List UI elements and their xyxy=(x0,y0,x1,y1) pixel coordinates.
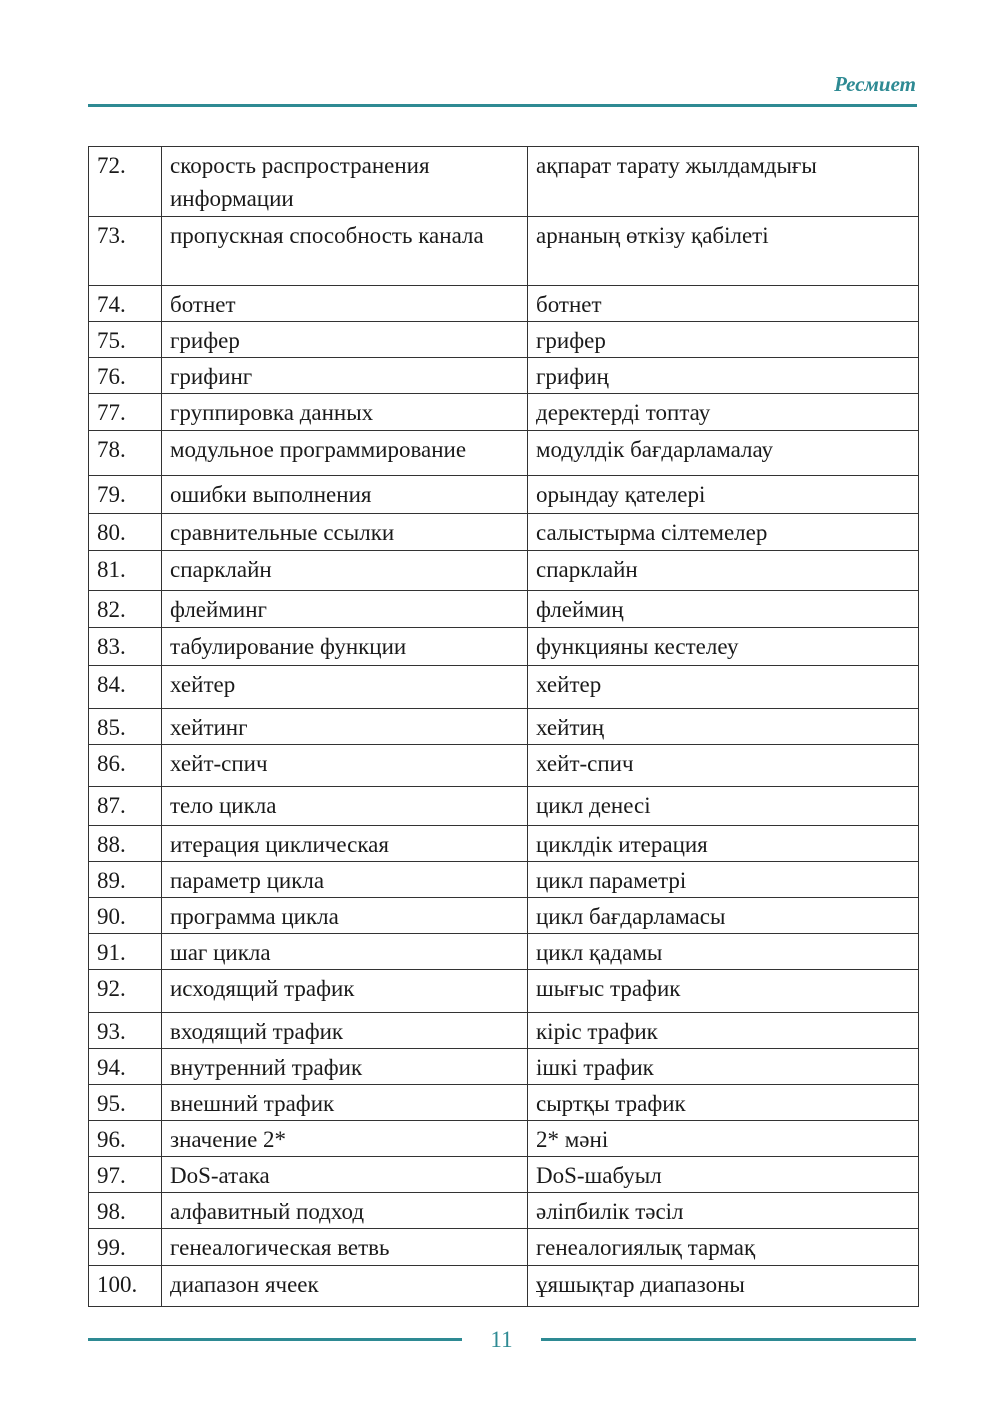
table-row xyxy=(89,628,919,666)
term-russian: итерация циклическая xyxy=(162,826,528,862)
table-row xyxy=(89,358,919,394)
table-row xyxy=(89,1049,919,1085)
term-russian: хейтер xyxy=(162,666,528,709)
term-number: 89. xyxy=(89,862,162,898)
table-row xyxy=(89,217,919,286)
term-kazakh: DoS-шабуыл xyxy=(528,1157,919,1193)
term-russian: входящий трафик xyxy=(162,1013,528,1049)
term-kazakh: циклдік итерация xyxy=(528,826,919,862)
table-row xyxy=(89,286,919,322)
term-number: 81. xyxy=(89,551,162,591)
table-row xyxy=(89,1229,919,1266)
term-number: 100. xyxy=(89,1266,162,1307)
term-kazakh: арнаның өткізу қабілеті xyxy=(528,217,919,286)
term-russian: группировка данных xyxy=(162,394,528,431)
term-number: 93. xyxy=(89,1013,162,1049)
term-number: 74. xyxy=(89,286,162,322)
term-number: 92. xyxy=(89,970,162,1013)
term-number: 99. xyxy=(89,1229,162,1266)
table-row xyxy=(89,826,919,862)
table-row xyxy=(89,1266,919,1307)
table-row xyxy=(89,1193,919,1229)
term-kazakh: цикл денесі xyxy=(528,787,919,826)
term-kazakh: шығыс трафик xyxy=(528,970,919,1013)
table-row xyxy=(89,970,919,1013)
term-russian: модульное программирование xyxy=(162,431,528,476)
term-kazakh: хейт-спич xyxy=(528,745,919,787)
term-number: 75. xyxy=(89,322,162,358)
table-row xyxy=(89,787,919,826)
term-russian: ошибки выполнения xyxy=(162,476,528,514)
term-russian: параметр цикла xyxy=(162,862,528,898)
table-row xyxy=(89,862,919,898)
table-row xyxy=(89,709,919,745)
term-russian: хейтинг xyxy=(162,709,528,745)
table-row xyxy=(89,745,919,787)
term-number: 80. xyxy=(89,514,162,551)
term-kazakh: кіріс трафик xyxy=(528,1013,919,1049)
term-kazakh: 2* мәні xyxy=(528,1121,919,1157)
term-russian: пропускная способность канала xyxy=(162,217,528,286)
term-russian: исходящий трафик xyxy=(162,970,528,1013)
term-number: 79. xyxy=(89,476,162,514)
term-kazakh: ұяшықтар диапазоны xyxy=(528,1266,919,1307)
term-russian: флейминг xyxy=(162,591,528,628)
term-number: 97. xyxy=(89,1157,162,1193)
table-row xyxy=(89,898,919,934)
term-number: 98. xyxy=(89,1193,162,1229)
term-kazakh: хейтиң xyxy=(528,709,919,745)
term-number: 76. xyxy=(89,358,162,394)
term-russian: диапазон ячеек xyxy=(162,1266,528,1307)
table-row xyxy=(89,147,919,217)
term-number: 88. xyxy=(89,826,162,862)
term-number: 85. xyxy=(89,709,162,745)
term-kazakh: спарклайн xyxy=(528,551,919,591)
footer-rule-right xyxy=(541,1338,916,1341)
term-russian: внешний трафик xyxy=(162,1085,528,1121)
term-kazakh: цикл қадамы xyxy=(528,934,919,970)
glossary-table-body xyxy=(89,147,919,1307)
term-kazakh: функцияны кестелеу xyxy=(528,628,919,666)
table-row xyxy=(89,431,919,476)
term-russian: грифер xyxy=(162,322,528,358)
term-russian: значение 2* xyxy=(162,1121,528,1157)
term-number: 91. xyxy=(89,934,162,970)
term-kazakh: салыстырма сілтемелер xyxy=(528,514,919,551)
term-russian: внутренний трафик xyxy=(162,1049,528,1085)
term-number: 87. xyxy=(89,787,162,826)
term-russian: скорость распространения информации xyxy=(162,147,528,217)
term-number: 77. xyxy=(89,394,162,431)
term-kazakh: орындау қателері xyxy=(528,476,919,514)
table-row xyxy=(89,591,919,628)
term-kazakh: әліпбилік тәсіл xyxy=(528,1193,919,1229)
term-number: 94. xyxy=(89,1049,162,1085)
glossary-table xyxy=(88,146,919,1307)
term-number: 83. xyxy=(89,628,162,666)
term-number: 72. xyxy=(89,147,162,217)
term-kazakh: ақпарат тарату жылдамдығы xyxy=(528,147,919,217)
term-number: 73. xyxy=(89,217,162,286)
term-kazakh: деректерді топтау xyxy=(528,394,919,431)
term-number: 84. xyxy=(89,666,162,709)
table-row xyxy=(89,1157,919,1193)
term-russian: сравнительные ссылки xyxy=(162,514,528,551)
header-rule xyxy=(88,104,917,107)
term-kazakh: цикл параметрі xyxy=(528,862,919,898)
running-header-title: Ресмиет xyxy=(834,72,916,96)
table-row xyxy=(89,934,919,970)
term-russian: ботнет xyxy=(162,286,528,322)
term-kazakh: модулдік бағдарламалау xyxy=(528,431,919,476)
table-row xyxy=(89,1085,919,1121)
term-russian: табулирование функции xyxy=(162,628,528,666)
table-row xyxy=(89,1121,919,1157)
term-kazakh: грифиң xyxy=(528,358,919,394)
term-russian: шаг цикла xyxy=(162,934,528,970)
term-number: 82. xyxy=(89,591,162,628)
term-russian: DoS-атака xyxy=(162,1157,528,1193)
term-russian: генеалогическая ветвь xyxy=(162,1229,528,1266)
term-number: 95. xyxy=(89,1085,162,1121)
table-row xyxy=(89,551,919,591)
term-number: 96. xyxy=(89,1121,162,1157)
term-russian: тело цикла xyxy=(162,787,528,826)
term-kazakh: грифер xyxy=(528,322,919,358)
term-russian: хейт-спич xyxy=(162,745,528,787)
footer-rule-left xyxy=(88,1338,462,1341)
term-russian: спарклайн xyxy=(162,551,528,591)
table-row xyxy=(89,666,919,709)
term-kazakh: ішкі трафик xyxy=(528,1049,919,1085)
term-number: 90. xyxy=(89,898,162,934)
table-row xyxy=(89,394,919,431)
term-number: 86. xyxy=(89,745,162,787)
term-kazakh: хейтер xyxy=(528,666,919,709)
term-russian: программа цикла xyxy=(162,898,528,934)
term-kazakh: сыртқы трафик xyxy=(528,1085,919,1121)
table-row xyxy=(89,322,919,358)
table-row xyxy=(89,476,919,514)
term-kazakh: флеймиң xyxy=(528,591,919,628)
term-russian: грифинг xyxy=(162,358,528,394)
term-kazakh: ботнет xyxy=(528,286,919,322)
table-row xyxy=(89,514,919,551)
term-russian: алфавитный подход xyxy=(162,1193,528,1229)
term-number: 78. xyxy=(89,431,162,476)
page-number: 11 xyxy=(490,1327,513,1352)
term-kazakh: цикл бағдарламасы xyxy=(528,898,919,934)
table-row xyxy=(89,1013,919,1049)
term-kazakh: генеалогиялық тармақ xyxy=(528,1229,919,1266)
